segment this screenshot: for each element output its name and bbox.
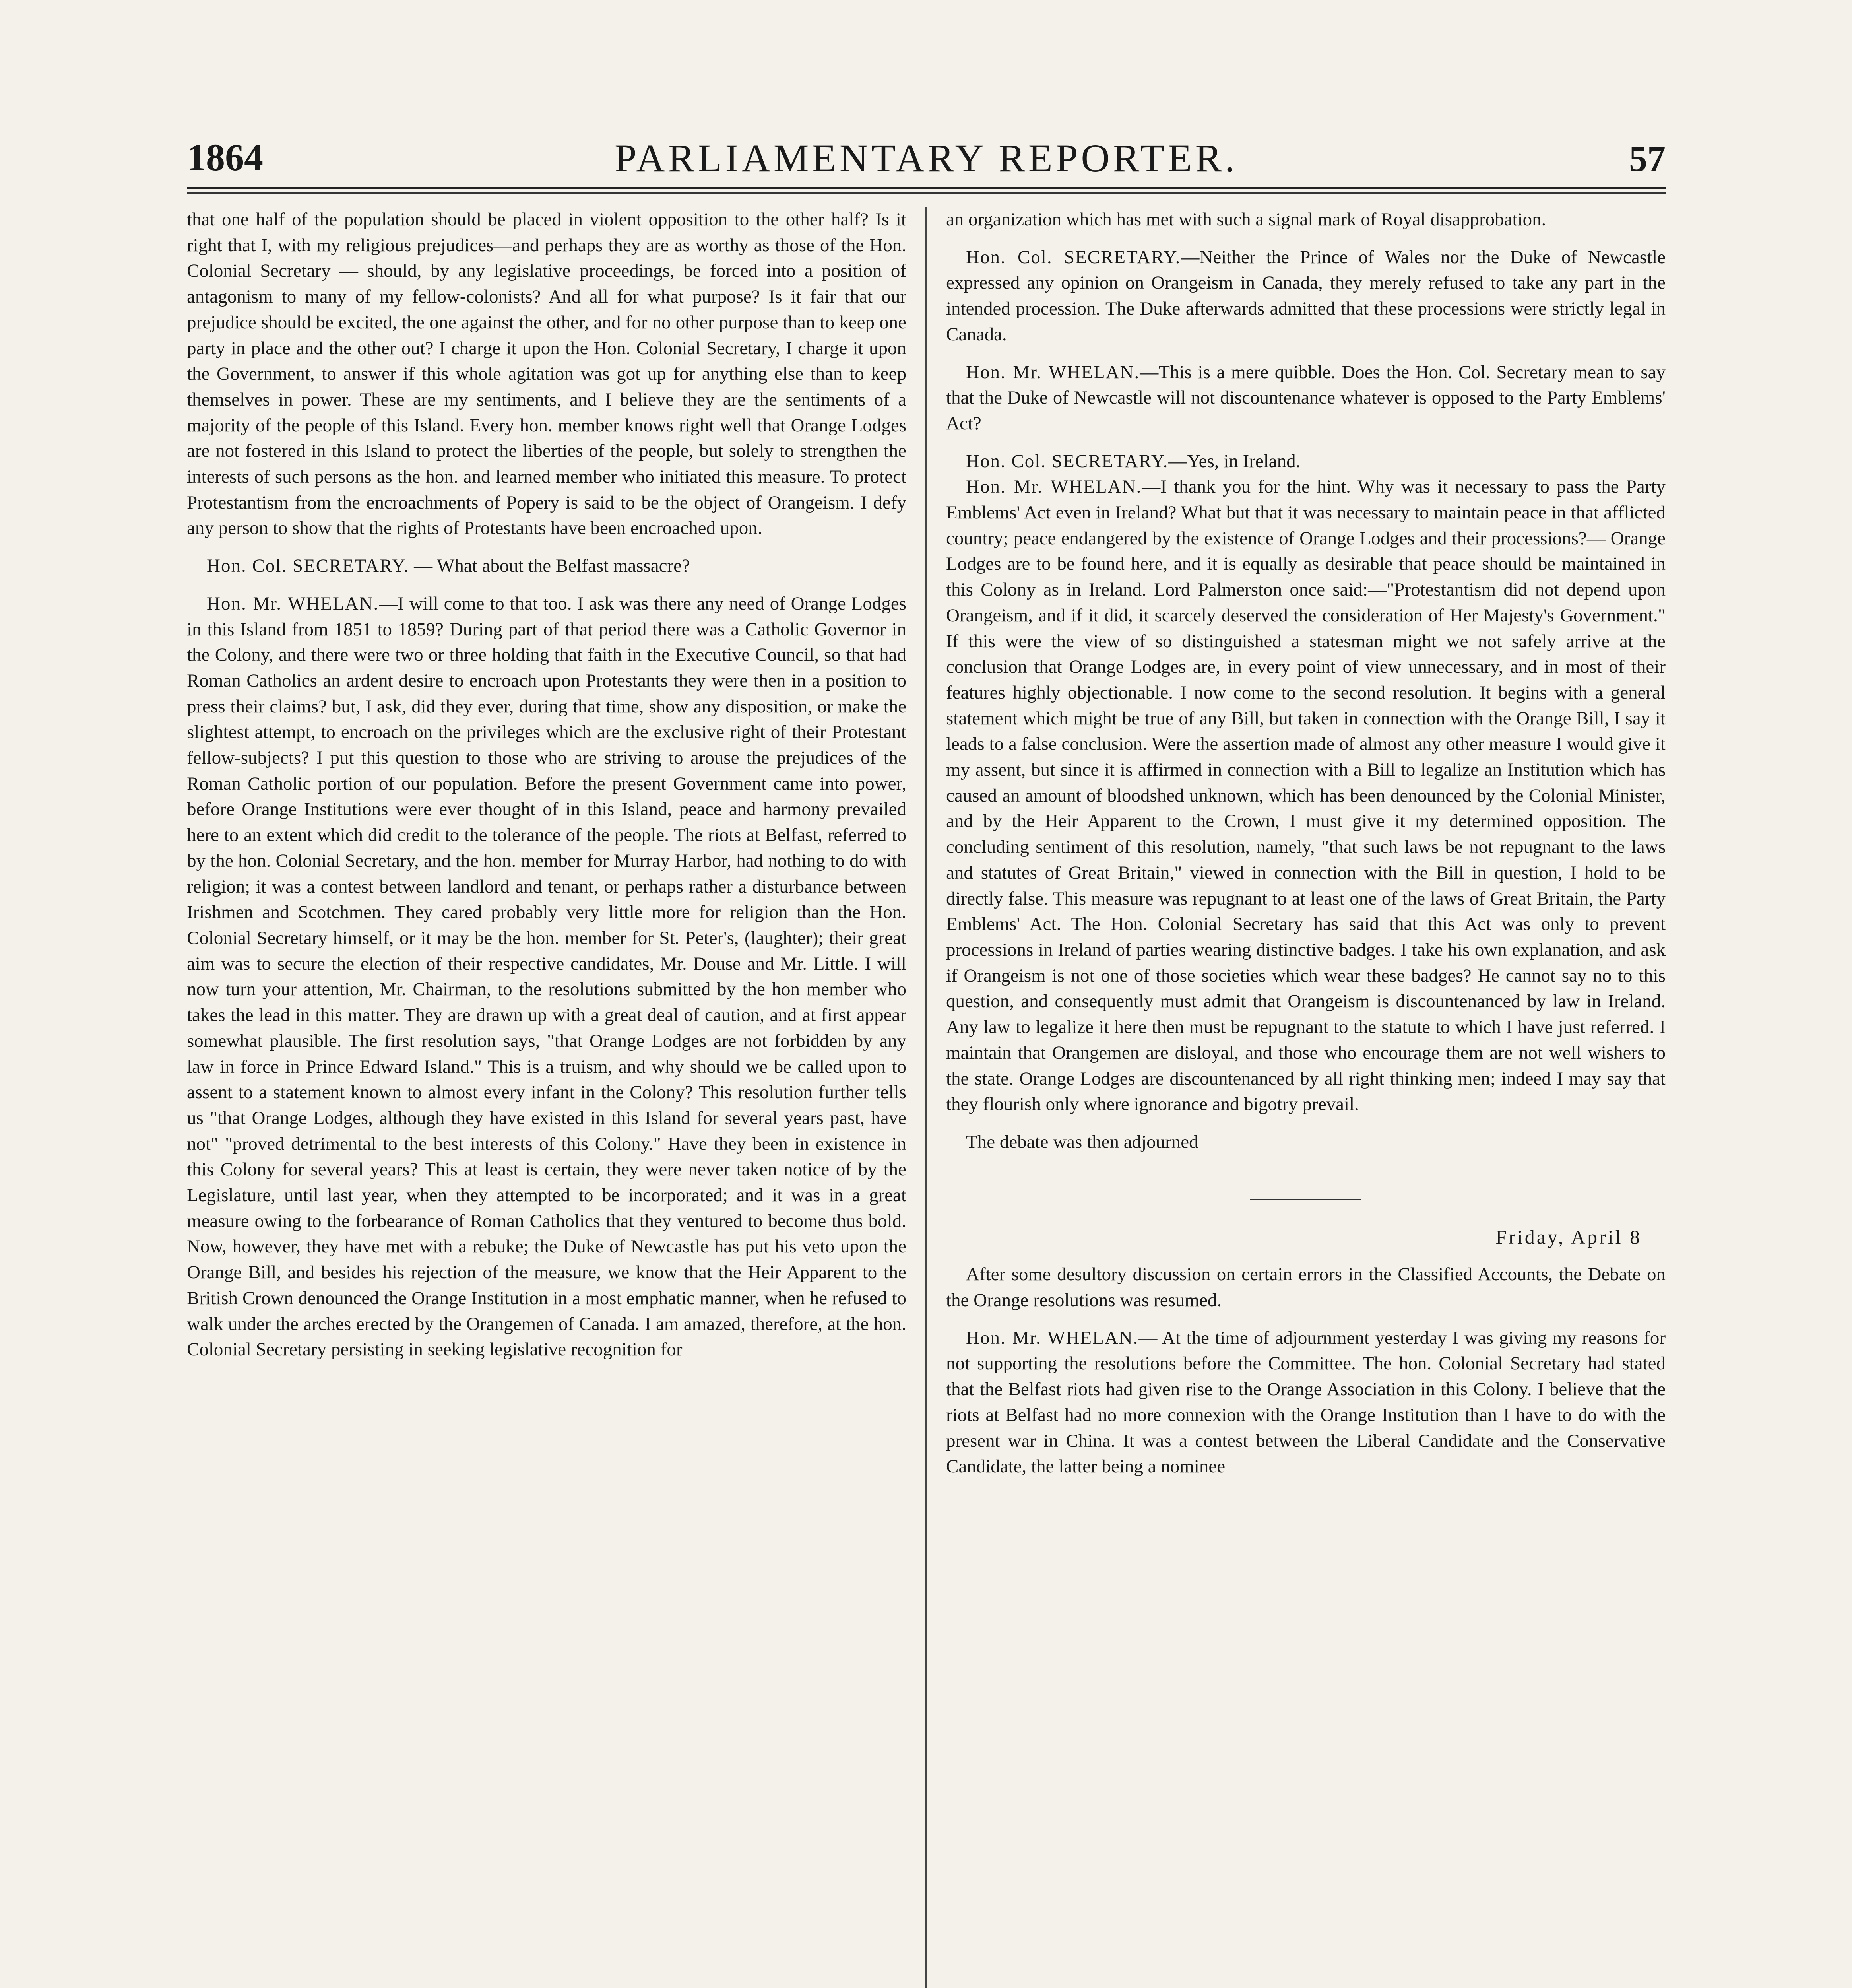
speech-text: — What about the Belfast massacre?	[409, 555, 690, 577]
speaker-name: Hon. Mr. WHELAN.	[966, 361, 1140, 382]
speech-text: —Yes, in Ireland.	[1168, 450, 1301, 472]
speaker-name: Hon. Mr. WHELAN.	[966, 476, 1142, 497]
page-header	[187, 131, 1666, 189]
speaker-name: Hon. Col. SECRETARY.	[966, 247, 1181, 268]
speech-text: — At the time of adjournment yesterday I was giving my reasons for not supporting the resolutions before the Committee. The hon. Colonial Secretary had stated that the Belfast riots had given rise to the Orange Association in this Colony. I believe that the riots at Belfast had no more connexion with the Orange Institution than I have to do with the present war in China. It was a contest between the Liberal Candidate and the Conservative Candidate, the latter being a nominee	[946, 1327, 1666, 1477]
column-rule	[925, 207, 927, 1988]
left-column	[187, 207, 906, 1988]
publication-title: PARLIAMENTARY REPORTER.	[614, 136, 1238, 180]
paragraph	[946, 359, 1666, 437]
section-divider	[1250, 1199, 1361, 1200]
paragraph	[187, 591, 906, 1363]
speech-text: —I thank you for the hint. Why was it necessary to pass the Party Emblems' Act even in Ireland? What but that it was necessary to maintain peace in that afflicted country; peace endangered by the existence of Orange Lodges and their processions?— Orange Lodges are to be found here, and it is equally as desirable that peace should be maintained in this Colony as in Ireland. Lord Palmerston once said:—"Protestantism did not depend upon Orangeism, and if it did, it scarcely deserved the consideration of Her Majesty's Government." If this were the view of so distinguished a statesman might we not safely arrive at the conclusion that Orange Lodges are, in every point of view unnecessary, and in most of their features highly objectionable. I now come to the second resolution. It begins with a general statement which might be true of any Bill, but taken in connection with the Orange Bill, I say it leads to a false conclusion. Were the assertion made of almost any other measure I would give it my assent, but since it is affirmed in connection with a Bill to legalize an Institution which has caused an amount of bloodshed unknown, which has been denounced by the Colonial Minister, and by the Heir Apparent to the Crown, I must give it my determined opposition. The concluding sentiment of this resolution, namely, "that such laws be not repugnant to the laws and statutes of Great Britain," viewed in connection with the Bill in question, I hold to be directly false. This measure was repugnant to at least one of the laws of Great Britain, the Party Emblems' Act. The Hon. Colonial Secretary has said that this Act was only to prevent processions in Ireland of parties wearing distinctive badges. I take his own explanation, and ask if Orangeism is not one of those societies which wear these badges? He cannot say no to this question, and consequently must admit that Orangeism is discountenanced by law in Ireland. Any law to legalize it here then must be repugnant to the statute to which I have just referred. I maintain that Orangemen are disloyal, and those who encourage them are not well wishers to the state. Orange Lodges are discountenanced by all right thinking men; indeed I may say that they flourish only where ignorance and bigotry prevail.	[946, 476, 1666, 1115]
paragraph	[946, 448, 1666, 474]
header-year: 1864	[187, 136, 263, 179]
page-number: 57	[1629, 138, 1666, 179]
speaker-name: Hon. Col. SECRETARY.	[207, 555, 409, 577]
speaker-name: Hon. Mr. WHELAN.	[207, 593, 379, 614]
paragraph	[946, 1325, 1666, 1479]
speech-text: —This is a mere quibble. Does the Hon. Col. Secretary mean to say that the Duke of Newcastle will not discountenance whatever is opposed to the Party Emblems' Act?	[946, 361, 1666, 434]
newspaper-page	[187, 131, 1666, 1988]
speaker-name: Hon. Col. SECRETARY.	[966, 450, 1169, 472]
paragraph: The debate was then adjourned	[966, 1131, 1198, 1152]
speaker-name: Hon. Mr. WHELAN.	[966, 1327, 1139, 1348]
date-line: Friday, April 8	[1495, 1225, 1642, 1248]
paragraph	[946, 245, 1666, 348]
paragraph: After some desultory discussion on certain errors in the Classified Accounts, the Debate on the Orange resolutions was resumed.	[946, 1264, 1666, 1311]
paragraph	[946, 474, 1666, 1117]
paragraph: that one half of the population should be placed in violent opposition to the other half? Is it right that I, with my religious prejudices—and perhaps they are as worthy as those of the Hon. Colonial Secretary — should, by any legislative proceedings, be forced into a position of antagonism to many of my fellow-colonists? And all for what purpose? Is it fair that our prejudice should be excited, the one against the other, and for no other purpose than to keep one party in place and the other out? I charge it upon the Hon. Colonial Secretary, I charge it upon the Government, to answer if this whole agitation was got up for anything else than to keep themselves in power. These are my sentiments, and I believe they are the sentiments of a majority of the people of this Island. Every hon. member knows right well that Orange Lodges are not fostered in this Island to protect the liberties of the people, but solely to strengthen the interests of such persons as the hon. and learned member who initiated this measure. To protect Protestantism from the encroachments of Popery is said to be the object of Orangeism. I defy any person to show that the rights of Protestants have been encroached upon.	[187, 209, 906, 539]
header-rule	[187, 192, 1666, 194]
speech-text: —Neither the Prince of Wales nor the Duke of Newcastle expressed any opinion on Orangeism in Canada, they merely refused to take any part in the intended procession. The Duke afterwards admitted that these processions were strictly legal in Canada.	[946, 247, 1666, 345]
speech-text: —I will come to that too. I ask was there any need of Orange Lodges in this Island from 1851 to 1859? During part of that period there was a Catholic Governor in the Colony, and there were two or three holding that faith in the Executive Council, so that had Roman Catholics an ardent desire to encroach upon Protestants they were then in a position to press their claims? but, I ask, did they ever, during that time, show any disposition, or make the slightest attempt, to encroach on the privileges which are the exclusive right of their Protestant fellow-subjects? I put this question to those who are striving to arouse the prejudices of the Roman Catholic portion of our population. Before the present Government came into power, before Orange Institutions were ever thought of in this Island, peace and harmony prevailed here to an extent which did credit to the tolerance of the people. The riots at Belfast, referred to by the hon. Colonial Secretary, and the hon. member for Murray Harbor, had nothing to do with religion; it was a contest between landlord and tenant, or perhaps rather a disturbance between Irishmen and Scotchmen. They cared probably very little more for religion than the Hon. Colonial Secretary himself, or it may be the hon. member for St. Peter's, (laughter); their great aim was to secure the election of their respective candidates, Mr. Douse and Mr. Little. I will now turn your attention, Mr. Chairman, to the resolutions submitted by the hon member who takes the lead in this matter. They are drawn up with a great deal of caution, and at first appear somewhat plausible. The first resolution says, "that Orange Lodges are not forbidden by any law in force in Prince Edward Island." This is a truism, and why should we be called upon to assent to a statement known to almost every infant in the Colony? This resolution further tells us "that Orange Lodges, although they have existed in this Island for several years past, have not" "proved detrimental to the best interests of this Colony." Have they been in existence in this Colony for several years? This at least is certain, they were never taken notice of by the Legislature, until last year, when they attempted to be incorporated; and it was in a great measure owing to the forbearance of Roman Catholics that they ventured to become thus bold. Now, however, they have met with a rebuke; the Duke of Newcastle has put his veto upon the Orange Bill, and besides his rejection of the measure, we know that the Heir Apparent to the British Crown denounced the Orange Institution in a most emphatic manner, when he refused to walk under the arches erected by the Orangemen of Canada. I am amazed, therefore, at the hon. Colonial Secretary persisting in seeking legislative recognition for	[187, 593, 906, 1360]
paragraph: an organization which has met with such a signal mark of Royal disapprobation.	[946, 209, 1546, 230]
paragraph	[187, 553, 906, 579]
right-column	[946, 207, 1666, 1988]
